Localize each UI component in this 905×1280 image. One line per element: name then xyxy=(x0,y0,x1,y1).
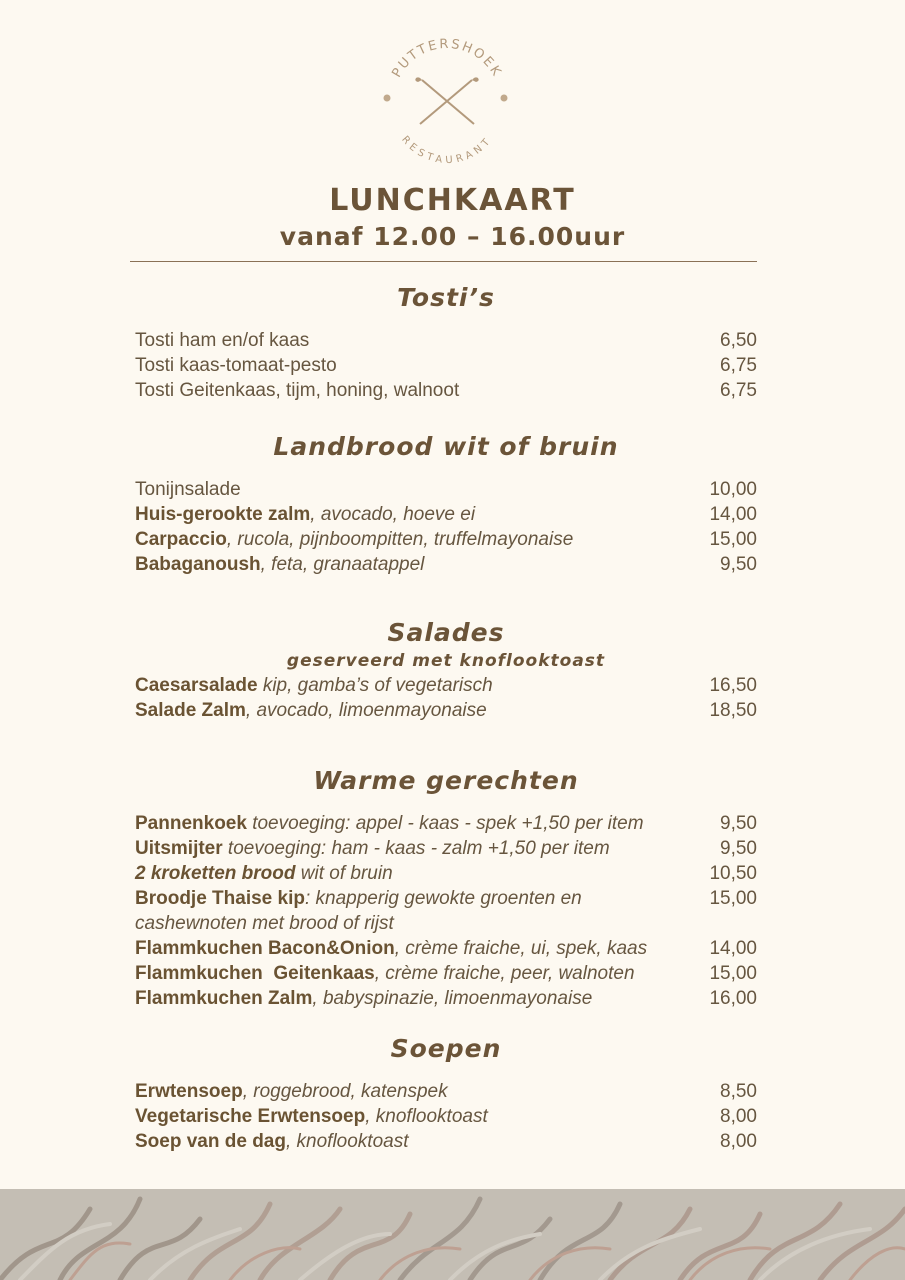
section-title: Tosti’s xyxy=(397,283,495,312)
item-price: 15,00 xyxy=(709,888,757,909)
heather-plants-icon xyxy=(0,1189,905,1280)
item-name: Erwtensoep xyxy=(135,1081,243,1102)
menu-item xyxy=(135,886,757,936)
item-description: kip, gamba’s of vegetarisch xyxy=(257,675,493,696)
menu-item xyxy=(135,527,757,552)
menu-item xyxy=(135,673,757,698)
menu-item xyxy=(135,502,757,527)
item-name: Caesarsalade xyxy=(135,675,258,696)
item-price: 6,75 xyxy=(720,355,757,376)
item-price: 18,50 xyxy=(709,700,757,721)
menu-title: LUNCHKAART xyxy=(329,183,576,218)
item-description: , rucola, pijnboompitten, truffelmayonaise xyxy=(226,529,574,550)
item-price: 15,00 xyxy=(709,529,757,550)
section-tostis xyxy=(135,280,757,403)
section-soepen xyxy=(135,1031,757,1154)
item-price: 6,50 xyxy=(720,330,757,351)
item-name: Salade Zalm xyxy=(135,700,246,721)
item-price: 15,00 xyxy=(709,963,757,984)
section-title: Landbrood wit of bruin xyxy=(273,432,619,461)
item-name: Tosti kaas-tomaat-pesto xyxy=(135,355,337,376)
golf-clubs-logo-icon xyxy=(372,26,522,176)
item-description: toevoeging: appel - kaas - spek +1,50 per item xyxy=(246,813,644,834)
section-warme-gerechten xyxy=(135,763,757,1011)
item-name: Babaganoush xyxy=(135,554,261,575)
item-name: Pannenkoek xyxy=(135,813,247,834)
section-title: Salades xyxy=(387,618,505,647)
item-description: : knapperig gewokte groenten en xyxy=(304,888,582,909)
item-description: , knoflooktoast xyxy=(285,1131,409,1152)
menu-item xyxy=(135,1104,757,1129)
item-description-continued: cashewnoten met brood of rijst xyxy=(135,913,394,934)
menu-item xyxy=(135,811,757,836)
item-name: Tosti ham en/of kaas xyxy=(135,330,310,351)
menu-item xyxy=(135,836,757,861)
section-title: Soepen xyxy=(390,1034,502,1063)
menu-item xyxy=(135,1079,757,1104)
menu-item xyxy=(135,961,757,986)
section-title: Warme gerechten xyxy=(313,766,579,795)
item-name: 2 kroketten brood xyxy=(135,863,296,884)
menu-item xyxy=(135,1129,757,1154)
logo-bottom-text: RESTAURANT xyxy=(399,134,495,167)
item-description: , crème fraiche, peer, walnoten xyxy=(374,963,635,984)
item-name: Tosti Geitenkaas, tijm, honing, walnoot xyxy=(135,380,460,401)
menu-hours: vanaf 12.00 – 16.00uur xyxy=(279,222,626,251)
item-name: Carpaccio xyxy=(135,529,227,550)
item-name: Huis-gerookte zalm xyxy=(135,504,311,525)
section-landbrood xyxy=(135,429,757,577)
menu-item xyxy=(135,986,757,1011)
item-price: 14,00 xyxy=(709,938,757,959)
item-price: 16,50 xyxy=(709,675,757,696)
item-price: 16,00 xyxy=(709,988,757,1009)
menu-item xyxy=(135,552,757,577)
item-price: 10,00 xyxy=(709,479,757,500)
heather-footer-image xyxy=(0,1189,905,1280)
menu-item xyxy=(135,698,757,723)
item-name: Uitsmijter xyxy=(135,838,223,859)
item-description: , knoflooktoast xyxy=(365,1106,488,1127)
header-divider xyxy=(130,261,757,262)
item-price: 14,00 xyxy=(709,504,757,525)
item-description: wit of bruin xyxy=(295,863,393,884)
section-subtitle: geserveerd met knoflooktoast xyxy=(286,651,606,671)
item-price: 10,50 xyxy=(709,863,757,884)
menu-item xyxy=(135,378,757,403)
item-name: Flammkuchen Geitenkaas xyxy=(135,963,375,984)
item-price: 8,00 xyxy=(720,1106,757,1127)
item-price: 9,50 xyxy=(720,813,757,834)
item-price: 9,50 xyxy=(720,554,757,575)
item-name: Tonijnsalade xyxy=(135,479,241,500)
item-price: 9,50 xyxy=(720,838,757,859)
item-description: , avocado, limoenmayonaise xyxy=(245,700,487,721)
item-name: Flammkuchen Zalm xyxy=(135,988,313,1009)
item-price: 8,50 xyxy=(720,1081,757,1102)
restaurant-logo xyxy=(372,26,522,176)
item-price: 8,00 xyxy=(720,1131,757,1152)
menu-item xyxy=(135,328,757,353)
item-name: Soep van de dag xyxy=(135,1131,286,1152)
item-description: , roggebrood, katenspek xyxy=(242,1081,448,1102)
item-description: , babyspinazie, limoenmayonaise xyxy=(312,988,593,1009)
menu-item xyxy=(135,353,757,378)
item-description: toevoeging: ham - kaas - zalm +1,50 per item xyxy=(222,838,610,859)
item-name: Flammkuchen Bacon&Onion xyxy=(135,938,395,959)
item-description: , crème fraiche, ui, spek, kaas xyxy=(394,938,648,959)
item-price: 6,75 xyxy=(720,380,757,401)
section-salades xyxy=(135,615,757,723)
menu-item xyxy=(135,861,757,886)
logo-top-text: PUTTERSHOEK xyxy=(389,36,505,81)
item-description: , feta, granaatappel xyxy=(260,554,425,575)
menu-item xyxy=(135,477,757,502)
menu-item xyxy=(135,936,757,961)
item-name: Broodje Thaise kip xyxy=(135,888,305,909)
item-description: , avocado, hoeve ei xyxy=(310,504,476,525)
item-name: Vegetarische Erwtensoep xyxy=(135,1106,366,1127)
